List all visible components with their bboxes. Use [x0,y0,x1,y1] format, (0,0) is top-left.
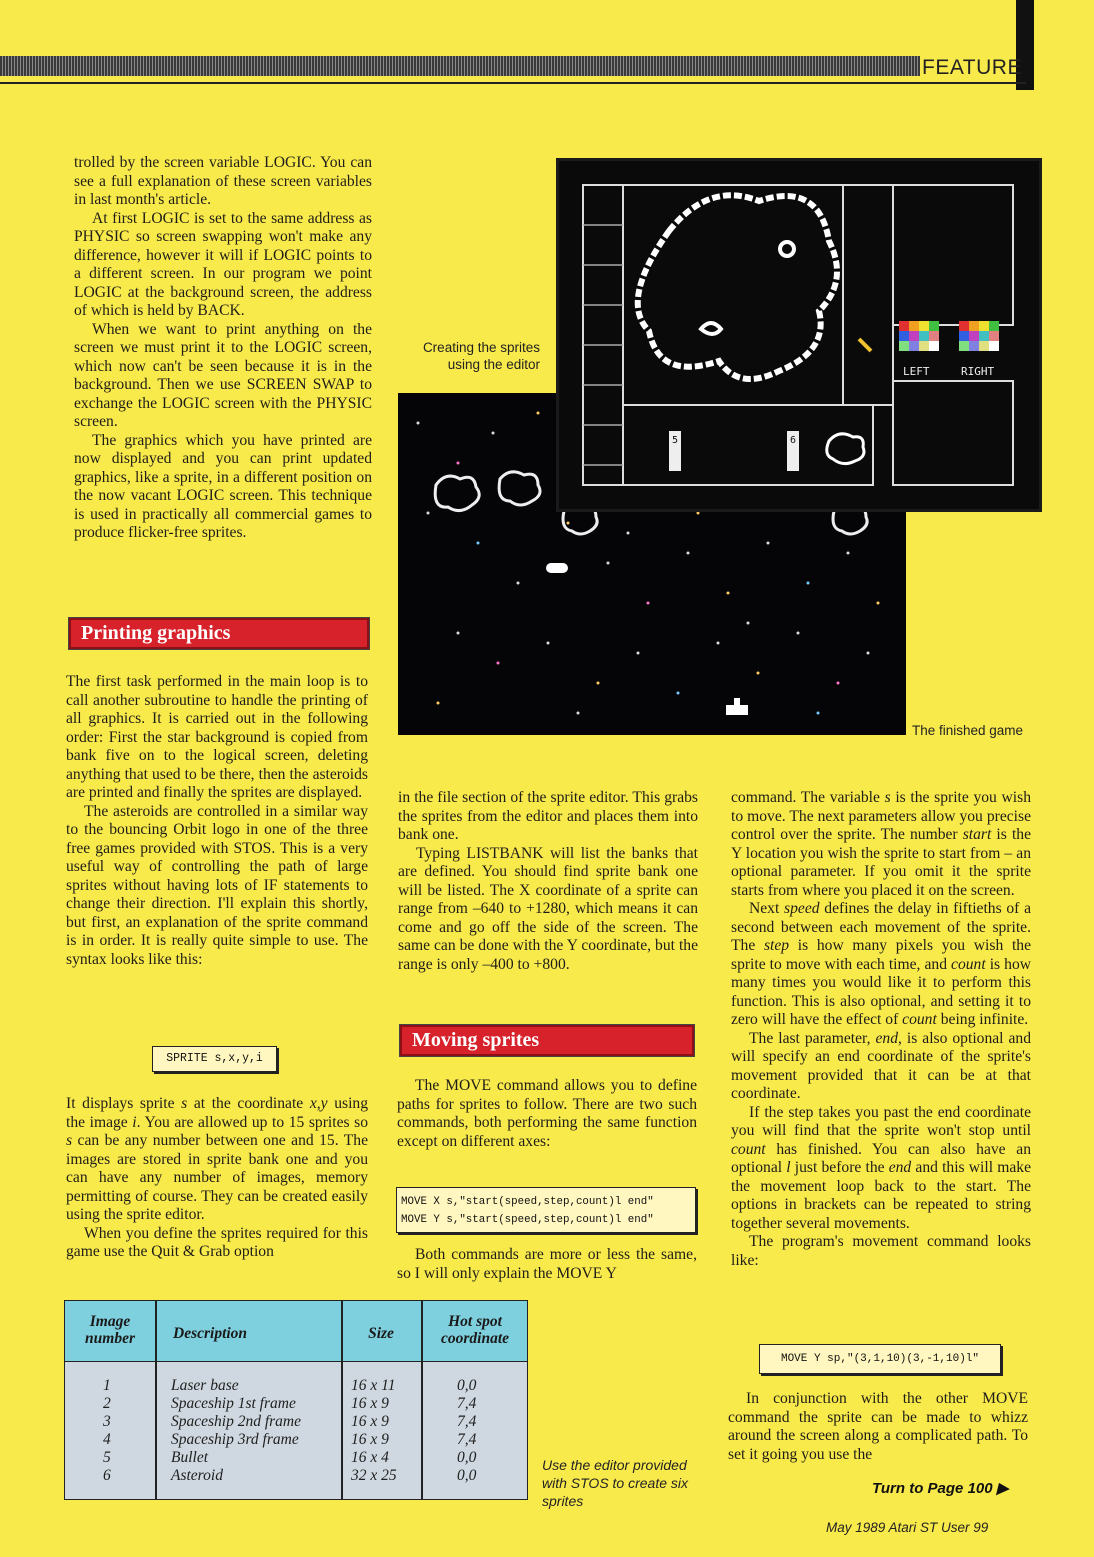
cell-description: Laser base [171,1377,239,1394]
paragraph: The program's movement command looks like: [731,1233,1031,1269]
sprite-editor-screenshot [556,158,1042,512]
paragraph: in the file section of the sprite editor. This grabs the sprites from the editor and places them into bank one. [398,789,698,843]
cell-description: Spaceship 3rd frame [171,1431,299,1448]
paragraph: The graphics which you have printed are now displayed and you can print updated graphics, like a sprite, in a different position on the now vacant LOGIC screen. This technique is used in practically all commercial games to produce flicker-free sprites. [74,431,372,541]
code-move-syntax [396,1187,696,1233]
cell-number: 1 [103,1377,111,1394]
cell-size: 16 x 4 [351,1449,389,1466]
cell-number: 3 [103,1413,111,1430]
cell-number: 2 [103,1395,111,1412]
section-heading-moving-sprites: Moving sprites [399,1024,695,1057]
caption-editor: Creating the sprites using the editor [422,340,540,372]
cell-description: Bullet [171,1449,209,1466]
code-program-move: MOVE Y sp,"(3,1,10)(3,-1,10)l" [759,1344,1001,1374]
paragraph: command. The variable s is the sprite you wish to move. The next parameters allow you precise control over the sprite. The number start is the Y location you wish the sprite to start from – an optional parameter. If you omit it the sprite starts from where you placed it on the screen. [731,789,1031,899]
cell-description: Spaceship 2nd frame [171,1413,302,1430]
code-line: MOVE X s,"start(speed,step,count)l end" [401,1196,654,1208]
table-divider [155,1301,157,1499]
caption-table: Use the editor provided with STOS to create six sprites [542,1457,689,1509]
cell-number: 6 [103,1467,111,1484]
column-1-top [74,154,372,543]
section-label: FEATURE [922,56,1022,79]
cell-hotspot: 0,0 [457,1449,477,1466]
paragraph: The MOVE command allows you to define paths for sprites to follow. There are two such commands, both performing the same function except on different axes: [397,1077,697,1150]
paragraph: The last parameter, end, is also optional and will specify an end coordinate of the sprite's movement provided that it can be at that coordinate. [731,1029,1031,1102]
paragraph: At first LOGIC is set to the same address as PHYSIC so screen swapping won't make any difference, however it will if LOGIC points to a different screen. In our program we point LOGIC at the background screen, the address of which is held by BACK. [74,209,372,319]
header-size: Size [368,1325,394,1342]
cell-size: 16 x 9 [351,1395,389,1412]
editor-left-label: LEFT [903,365,930,378]
cell-size: 32 x 25 [351,1467,397,1484]
cell-size: 16 x 9 [351,1413,389,1430]
paragraph: Typing LISTBANK will list the banks that are defined. You should find sprite bank one will be listed. The X coordinate of a sprite can range from –640 to +1280, which means it can come and go off the side of the screen. The same can be done with the Y coordinate, but the range is only –400 to +800. [398,844,698,973]
column-1-middle [66,673,368,969]
header-hotspot: Hot spot coordinate [440,1313,510,1347]
paragraph: It displays sprite s at the coordinate x,y using the image i. You are allowed up to 15 sprites so s can be any number between one and 15. The images are stored in sprite bank one and you can have any number of images, memory permitting of course. They can be created easily using the sprite editor. [66,1095,369,1223]
code-line: MOVE Y s,"start(speed,step,count)l end" [401,1214,654,1226]
paragraph: Next speed defines the delay in fiftieths of a second between each movement of the sprite. The step is how many pixels you wish the sprite to move with each time, and count is how many times you would like it to perform this function. This is also optional, and setting it to zero will have the effect of count being infinite. [731,900,1031,1028]
header-bar [0,56,920,76]
column-3-top [731,789,1031,1270]
cell-description: Spaceship 1st frame [171,1395,296,1412]
paragraph: In conjunction with the other MOVE command the sprite can be made to whizz around the screen along a complicated path. To set it going you use the [728,1390,1028,1463]
caption-game: The finished game [912,723,1024,738]
paragraph: The first task performed in the main loop is to call another subroutine to handle the printing of all graphics. It is carried out in the following order: First the star background is copied from bank five on to the logical screen, deleting anything that used to be there, then the asteroids are printed and finally the sprites are displayed. [66,673,368,801]
editor-right-label: RIGHT [961,365,995,378]
cell-number: 5 [103,1449,111,1466]
editor-number-5: 5 [672,435,679,446]
sprite-table [64,1300,528,1500]
cell-size: 16 x 11 [351,1377,396,1394]
column-2-middle [397,1077,697,1151]
paragraph: When we want to print anything on the screen we must print it to the LOGIC screen, which now can't be seen because it is in the background. Then we use SCREEN SWAP to exchange the LOGIC screen with the PHYSIC screen. [74,320,372,430]
header-description: Description [173,1325,248,1342]
code-sprite-syntax: SPRITE s,x,y,i [152,1046,277,1072]
column-1-bottom [66,1095,368,1262]
cell-size: 16 x 9 [351,1431,389,1448]
table-divider [421,1301,423,1499]
column-2-bottom [397,1246,697,1283]
cell-hotspot: 7,4 [457,1395,477,1412]
cell-hotspot: 7,4 [457,1431,477,1448]
table-divider [341,1301,343,1499]
paragraph: Both commands are more or less the same, so I will only explain the MOVE Y [397,1246,697,1282]
cell-hotspot: 0,0 [457,1467,477,1484]
cell-hotspot: 7,4 [457,1413,477,1430]
paragraph: When you define the sprites required for this game use the Quit & Grab option [66,1224,368,1260]
header-rule [0,82,1026,84]
section-heading-printing-graphics: Printing graphics [68,617,370,650]
paragraph: trolled by the screen variable LOGIC. You can see a full explanation of these screen variables in last month's article. [74,154,372,208]
issue-footer: May 1989 Atari ST User 99 [826,1520,989,1535]
cell-hotspot: 0,0 [457,1377,477,1394]
cell-number: 4 [103,1431,111,1448]
paragraph: If the step takes you past the end coordinate you will find that the sprite won't stop until count has finished. You can also have an optional l just before the end and this will make the movement loop back to the start. The options in brackets can be repeated to string together several movements. [731,1103,1031,1232]
header-image-number: Image number [85,1313,135,1347]
paragraph: The asteroids are controlled in a similar way to the bouncing Orbit logo in one of the three free games provided with STOS. This is a very useful way of controlling the path of large sprites without having lots of IF statements to change their direction. I'll explain this shortly, but first, an explanation of the sprite command is in order. It is really quite simple to use. The syntax looks like this: [66,802,368,968]
column-3-bottom [728,1390,1028,1464]
turn-to-page: Turn to Page 100 ▶ [872,1480,1009,1497]
editor-number-6: 6 [790,435,797,446]
cell-description: Asteroid [171,1467,223,1484]
sprite-editor-view [559,161,1039,509]
column-2-top [398,789,698,974]
